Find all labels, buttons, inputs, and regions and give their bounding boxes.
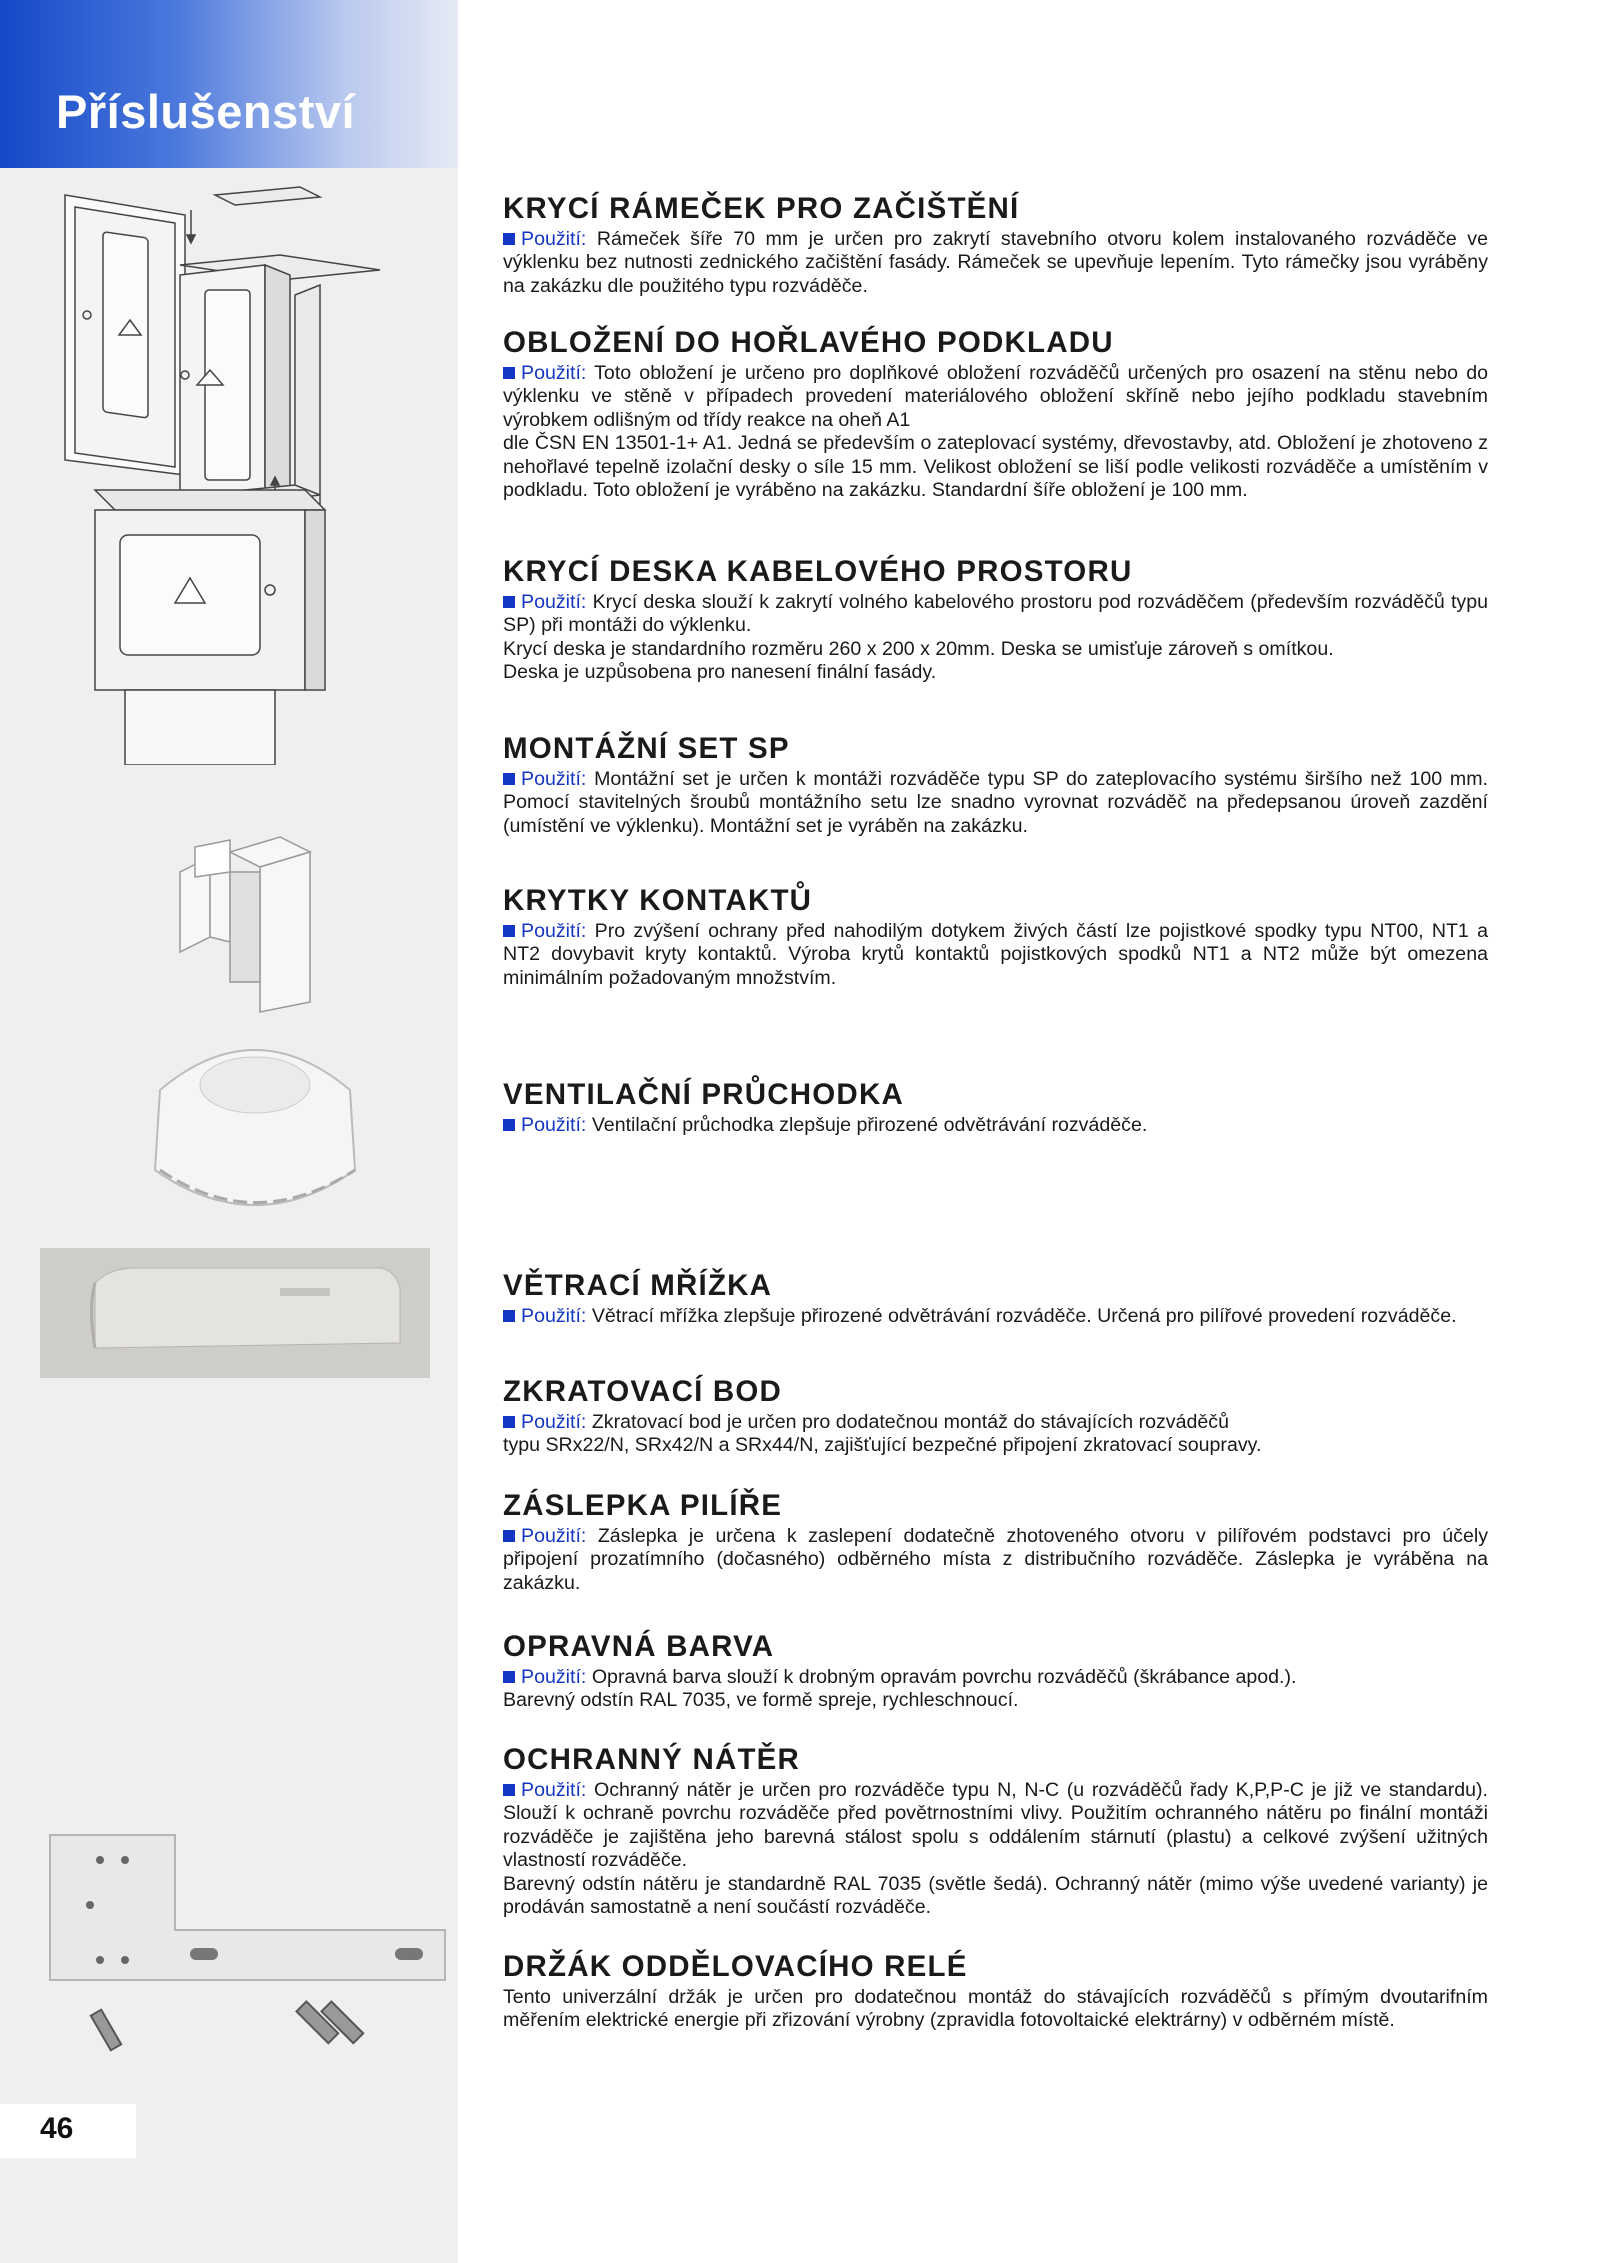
section-body: [503, 1411, 1488, 1458]
section-title: VENTILAČNÍ PRŮCHODKA: [503, 1078, 904, 1111]
mounting-set-illustration: [170, 832, 320, 1022]
section-text: Krycí deska slouží k zakrytí volného kabelového prostoru pod rozváděčem (především rozváděčů typu SP) při montáži do výklenku.: [503, 591, 1489, 637]
use-label: Použití:: [521, 1666, 587, 1688]
section-text: Tento univerzální držák je určen pro dodatečnou montáž do stávajících rozváděčů s přímým dvoutarifním měřením elektrické energie při zřizování výrobny (zpravidla fotovoltaické elektrárny) v odběrném místě.: [503, 1986, 1488, 2032]
section-vent-grille: [503, 1269, 1488, 1328]
section-pillar-blind: [503, 1489, 1488, 1595]
section-title: OPRAVNÁ BARVA: [503, 1630, 775, 1663]
section-title: ZKRATOVACÍ BOD: [503, 1375, 783, 1408]
section-text: Ochranný nátěr je určen pro rozváděče typu N, N-C (u rozváděčů řady K,P,P-C je již ve standardu). Slouží k ochraně povrchu rozváděče před povětrnostními vlivy. Použitím ochranného nátěru po finální montáži rozváděče je zajištěna jeho barevná stálost spolu s oddálením stárnutí (plastu) a celkové zvýšení užitných vlastností rozváděče.: [503, 1779, 1488, 1872]
section-text: Krycí deska je standardního rozměru 260 x 200 x 20mm. Deska se umisťuje zároveň s omítkou.: [503, 637, 1334, 660]
bullet-square-icon: [503, 596, 515, 608]
use-label: Použití:: [521, 362, 587, 384]
use-label: Použití:: [521, 920, 587, 942]
section-body: [503, 228, 1488, 298]
page-number: 46: [40, 2112, 74, 2145]
bullet-square-icon: [503, 1119, 515, 1131]
use-label: Použití:: [521, 1779, 587, 1801]
bullet-square-icon: [503, 367, 515, 379]
section-mounting-set: [503, 732, 1488, 838]
section-text: Pro zvýšení ochrany před nahodilým dotykem živých částí lze pojistkové spodky typu NT00, NT1 a NT2 dovybavit kryty kontaktů. Výroba krytů kontaktů pojistkových spodků NT1 a NT2 může být omezena minimálním požadovaným množstvím.: [503, 920, 1488, 989]
section-frame: [503, 192, 1488, 298]
section-body: [503, 1525, 1488, 1595]
bullet-square-icon: [503, 1784, 515, 1796]
section-title: KRYCÍ RÁMEČEK PRO ZAČIŠTĚNÍ: [503, 192, 1020, 225]
section-title: VĚTRACÍ MŘÍŽKA: [503, 1269, 773, 1302]
section-text: Toto obložení je určeno pro doplňkové obložení rozváděčů určených pro osazení na stěnu nebo do výklenku ve stěně v případech provedení materiálového obložení skříně nebo jejího podkladu stavebním výrobkem odlišným od třídy reakce na oheň A1: [503, 362, 1488, 431]
section-text: Záslepka je určena k zaslepení dodatečně zhotoveného otvoru v pilířovém podstavci pro účely připojení prozatímního (dočasného) odběrného místa z distribučního rozváděče. Záslepka je vyráběna na zakázku.: [503, 1525, 1488, 1594]
section-title: KRYTKY KONTAKTŮ: [503, 884, 813, 917]
section-body: [503, 920, 1488, 990]
section-title: DRŽÁK ODDĚLOVACÍHO RELÉ: [503, 1950, 968, 1983]
section-cable-cover: [503, 555, 1488, 685]
vent-grille-illustration: [40, 1248, 430, 1378]
section-title: OBLOŽENÍ DO HOŘLAVÉHO PODKLADU: [503, 326, 1114, 359]
use-label: Použití:: [521, 591, 587, 613]
section-body: [503, 768, 1488, 838]
section-body: [503, 1986, 1488, 2033]
left-image-column: [0, 0, 458, 2263]
section-text: Montážní set je určen k montáži rozváděče typu SP do zateplovacího systému širšího než 100 mm. Pomocí stavitelných šroubů montážního setu lze snadno vyrovnat rozváděč na předepsanou úroveň zazdění (umístění ve výklenku). Montážní set je vyráběn na zakázku.: [503, 768, 1488, 837]
section-protective-coating: [503, 1743, 1488, 1919]
section-text: Zkratovací bod je určen pro dodatečnou montáž do stávajících rozváděčů: [591, 1411, 1229, 1433]
section-title: KRYCÍ DESKA KABELOVÉHO PROSTORU: [503, 555, 1133, 588]
section-body: [503, 591, 1488, 685]
section-title: MONTÁŽNÍ SET SP: [503, 732, 790, 765]
use-label: Použití:: [521, 768, 587, 790]
bullet-square-icon: [503, 1530, 515, 1542]
section-body: [503, 1114, 1488, 1137]
section-text: Větrací mřížka zlepšuje přirozené odvětrávání rozváděče. Určená pro pilířové provedení rozváděče.: [591, 1305, 1457, 1327]
section-text: Ventilační průchodka zlepšuje přirozené odvětrávání rozváděče.: [591, 1114, 1148, 1136]
section-title: OCHRANNÝ NÁTĚR: [503, 1743, 801, 1776]
bullet-square-icon: [503, 1671, 515, 1683]
section-body: [503, 1666, 1488, 1713]
bullet-square-icon: [503, 1310, 515, 1322]
section-repair-paint: [503, 1630, 1488, 1713]
section-text: typu SRx22/N, SRx42/N a SRx44/N, zajišťující bezpečné připojení zkratovací soupravy.: [503, 1434, 1262, 1457]
section-text: Deska je uzpůsobena pro nanesení finální fasády.: [503, 661, 937, 684]
section-relay-holder: [503, 1950, 1488, 2033]
use-label: Použití:: [521, 1305, 587, 1327]
use-label: Použití:: [521, 228, 587, 250]
page-heading: Příslušenství: [56, 85, 356, 138]
section-body: [503, 362, 1488, 502]
bullet-square-icon: [503, 773, 515, 785]
section-title: ZÁSLEPKA PILÍŘE: [503, 1489, 783, 1522]
bullet-square-icon: [503, 925, 515, 937]
bullet-square-icon: [503, 1416, 515, 1428]
use-label: Použití:: [521, 1114, 587, 1136]
section-short-circuit-point: [503, 1375, 1488, 1458]
relay-holder-illustration: [40, 1830, 450, 2060]
use-label: Použití:: [521, 1525, 587, 1547]
section-body: [503, 1305, 1488, 1328]
section-contact-covers: [503, 884, 1488, 990]
section-flammable-lining: [503, 326, 1488, 502]
ventilation-grommet-illustration: [140, 1030, 370, 1230]
section-ventilation-grommet: [503, 1078, 1488, 1137]
section-text: dle ČSN EN 13501-1+ A1. Jedná se především o zateplovací systémy, dřevostavby, atd. Obložení je zhotoveno z nehořlavé tepelně izolační desky o síle 15 mm. Velikost obložení se liší podle velikosti rozváděče a umístěním v podkladu. Toto obložení je vyráběno na zakázku. Standardní šíře obložení je 100 mm.: [503, 432, 1488, 502]
use-label: Použití:: [521, 1411, 587, 1433]
section-text: Barevný odstín nátěru je standardně RAL 7035 (světle šedá). Ochranný nátěr (mimo výše uvedené varianty) je prodáván samostatně a není součástí rozváděče.: [503, 1872, 1488, 1919]
bullet-square-icon: [503, 233, 515, 245]
frame-exploded-illustration: [55, 185, 455, 765]
section-text: Opravná barva slouží k drobným opravám povrchu rozváděčů (škrábance apod.).: [591, 1666, 1297, 1688]
section-text: Barevný odstín RAL 7035, ve formě spreje, rychleschnoucí.: [503, 1689, 1019, 1712]
section-body: [503, 1779, 1488, 1919]
section-text: Rámeček šíře 70 mm je určen pro zakrytí stavebního otvoru kolem instalovaného rozváděče ve výklenku bez nutnosti zednického začištění fasády. Rámeček se upevňuje lepením. Tyto rámečky jsou vyráběny na zakázku dle použitého typu rozváděče.: [503, 228, 1488, 297]
